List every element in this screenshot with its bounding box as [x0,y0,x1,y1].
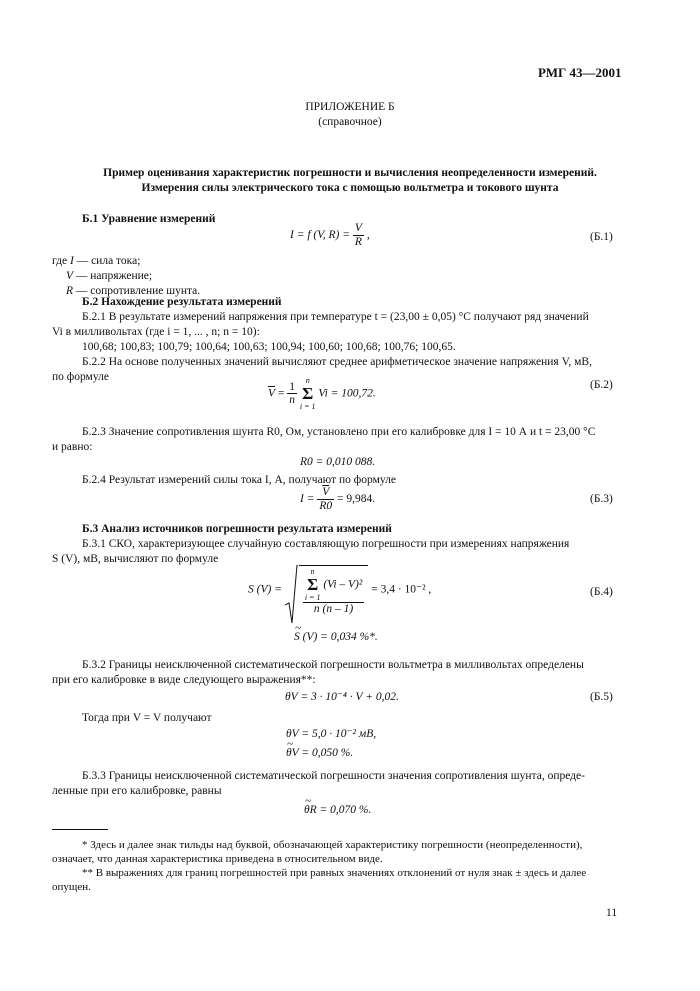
definition-text: — сопротивление шунта. [75,285,201,298]
eq3-rhs: = 9,984. [337,492,376,505]
eq1-denominator: R [354,235,362,248]
eq2-sum [300,377,316,411]
equation-number-b2: (Б.2) [590,379,613,391]
eq2-rhs: Vi = 100,72. [318,387,376,400]
footnote-1-line2: означает, что данная характеристика приведена в относительном виде. [52,853,383,865]
definition-current [52,254,200,269]
theta-r-relative-text: θR = 0,070 %. [304,804,372,816]
eq4-relative [294,630,378,645]
b33-line1: Б.3.3 Границы неисключенной систематической погрешности значения сопротивления шунта, опреде- [82,770,585,782]
eq1-numerator: V [354,222,362,234]
main-title-line2: Измерения силы электрического тока с помощью вольтметра и токового шунта [141,182,559,194]
symbol-r: R [66,285,74,298]
eq2-equals: = [277,387,285,400]
section-b1-heading: Б.1 Уравнение измерений [82,213,216,225]
then-text: Тогда при V = V получают [82,712,212,724]
b23-line2: и равно: [52,441,93,453]
equation-number-b1: (Б.1) [590,231,613,243]
eq2-lhs: $\overline{V}$ [268,387,276,400]
theta-r-relative [304,803,371,818]
footnote-2-line1: ** В выражениях для границ погрешностей при равных значениях отклонений от нуля знак ± здесь и далее [82,867,587,879]
eq2-numerator: 1 [289,380,296,393]
eq4-rhs: = 3,4 · 10⁻² , [371,583,432,596]
appendix-subtitle: (справочное) [318,116,382,128]
eq4-relative-text: S (V) = 0,034 %*. [294,631,378,643]
b32-line2: при его калибровке в виде следующего выражения**: [52,674,316,686]
r0-value: R0 = 0,010 088. [300,456,376,468]
eq4-sum-top: n [310,567,315,576]
eq1-lhs: I = f (V, R) = [290,228,351,241]
equation-b1 [290,222,370,248]
page-number: 11 [606,907,618,919]
eq3-numerator: $\overline{V}$ [317,486,334,500]
equation-number-b5: (Б.5) [590,691,613,703]
sigma-symbol: Σ [302,384,314,403]
eq4-fraction [303,568,365,615]
footnote-1-line1: * Здесь и далее знак тильды над буквой, обозначающей характеристику погрешности (неопределенности), [82,839,583,851]
definition-text: — сила тока; [76,255,141,267]
eq2-sum-bottom: i = 1 [299,401,316,411]
b22-line2: по формуле [52,371,109,383]
b33-line2: ленные при его калибровке, равны [52,785,222,797]
eq3-fraction [317,486,334,512]
definition-voltage [52,269,200,284]
eq1-tail: , [366,228,370,241]
b22-line1: Б.2.2 На основе полученных значений вычисляют среднее арифметическое значение напряжения V, мВ, [82,356,592,368]
b21-line2: Vi в милливольтах (где i = 1, ... , n; n = 10): [52,326,260,338]
definitions-list [52,254,200,300]
footnote-2-line2: опущен. [52,881,91,893]
eq2-sum-top: n [305,376,310,385]
sigma-symbol: Σ [307,575,319,594]
eq4-sum-bottom: i = 1 [304,592,321,602]
eq4-sum [305,568,321,602]
eq3-denominator: R0 [319,499,333,512]
eq4-radical [285,565,369,615]
document-code: РМГ 43—2001 [538,65,622,80]
b21-values: 100,68; 100,83; 100,79; 100,64; 100,63; 100,94; 100,60; 100,68; 100,76; 100,65. [82,341,456,353]
tilde-mark [294,630,378,645]
b21-line1: Б.2.1 В результате измерений напряжения при температуре t = (23,00 ± 0,05) °С получают ряд значений [82,311,589,323]
eq1-fraction [353,222,364,248]
equation-b5: θV = 3 · 10⁻⁴ · V + 0,02. [285,691,399,703]
eq4-denominator: n (n – 1) [313,602,354,615]
eq2-fraction [287,381,297,407]
theta-v-relative [286,746,353,761]
appendix-title: ПРИЛОЖЕНИЕ Б [305,101,395,113]
eq4-summand: (Vi – V)² [323,578,363,591]
symbol-i: I [69,255,74,267]
b32-line1: Б.3.2 Границы неисключенной систематической погрешности вольтметра в милливольтах определены [82,659,584,671]
equation-number-b4: (Б.4) [590,586,613,598]
b24-line1: Б.2.4 Результат измерений силы тока I, А, получают по формуле [82,474,396,486]
radical-sign-icon [285,565,298,625]
tilde-mark [286,746,353,761]
theta-v-absolute: θV = 5,0 · 10⁻² мВ, [286,728,377,740]
b23-line1: Б.2.3 Значение сопротивления шунта R0, Ом, установлено при его калибровке для I = 10 А и t = 23,00 °С [82,426,596,438]
section-b3-heading: Б.3 Анализ источников погрешности результата измерений [82,523,392,535]
section-b2-heading: Б.2 Нахождение результата измерений [82,296,282,308]
footnote-divider [52,829,108,830]
theta-v-relative-text: θV = 0,050 %. [286,747,354,759]
eq4-lhs: S (V) = [248,583,282,596]
b31-line2: S (V), мВ, вычисляют по формуле [52,553,219,565]
equation-b3 [300,486,375,512]
eq3-lhs: I = [300,492,315,505]
eq2-denominator: n [289,394,296,407]
equation-b2 [268,377,376,411]
symbol-v: V [66,270,74,283]
definition-text: — напряжение; [75,270,153,283]
equation-b4 [248,565,431,615]
b31-line1: Б.3.1 СКО, характеризующее случайную составляющую погрешности при измерениях напряжения [82,538,570,550]
eq4-numerator [303,568,365,603]
equation-number-b3: (Б.3) [590,493,613,505]
main-title-line1: Пример оценивания характеристик погрешности и вычисления неопределенности измерений. [103,167,597,179]
where-word: где [52,255,68,267]
tilde-mark [304,803,371,818]
